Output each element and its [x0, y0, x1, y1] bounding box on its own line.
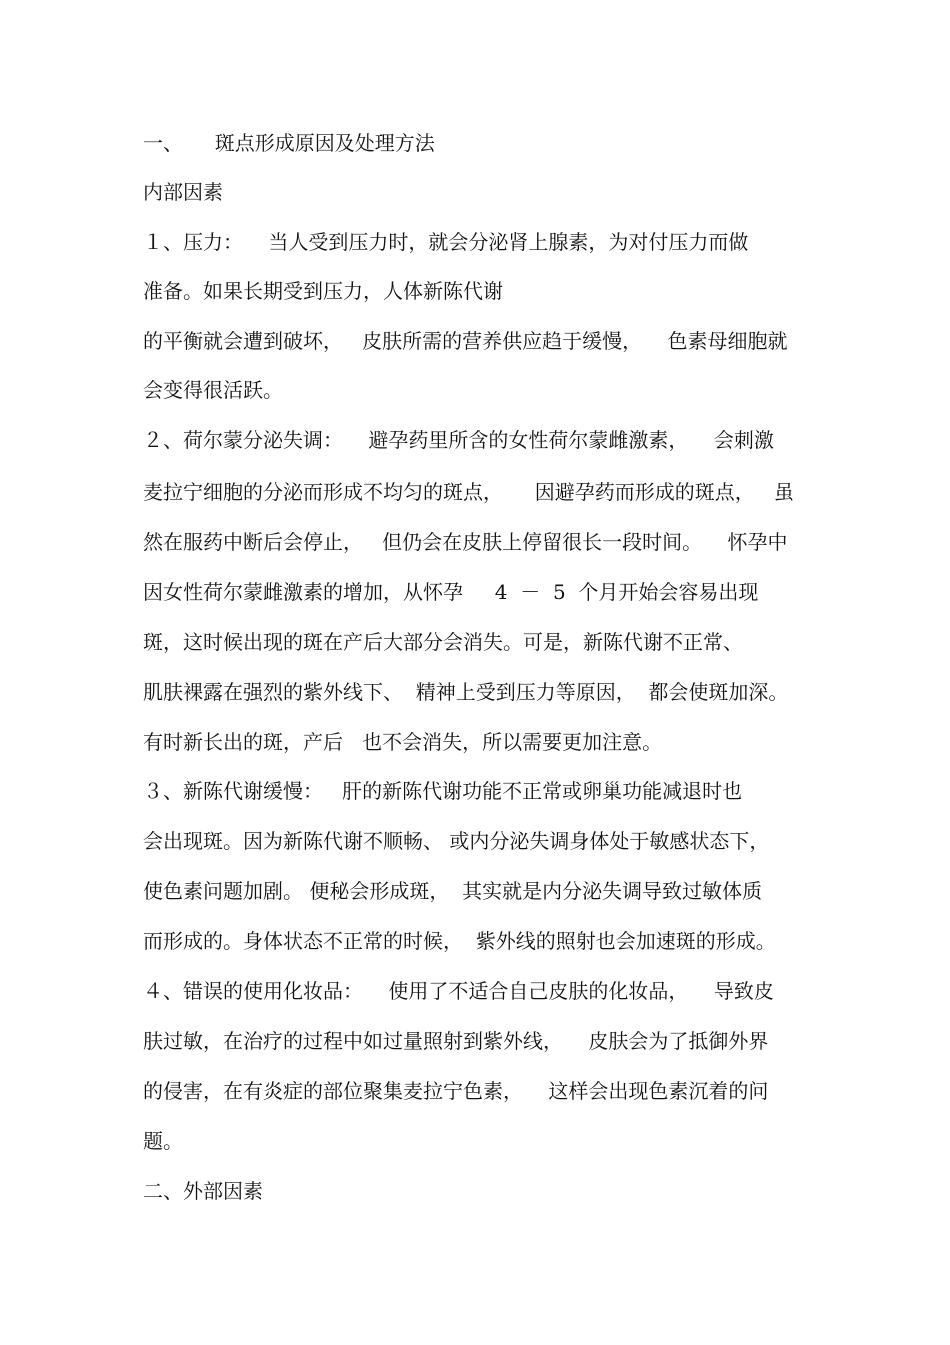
paragraph-line: ４、错误的使用化妆品： 使用了不适合自己皮肤的化妆品， 导致皮	[143, 979, 774, 1003]
paragraph-line: 肌肤裸露在强烈的紫外线下、 精神上受到压力等原因， 都会使斑加深。	[143, 680, 789, 704]
paragraph-line: 的平衡就会遭到破坏， 皮肤所需的营养供应趋于缓慢， 色素母细胞就	[143, 329, 788, 353]
paragraph-line: 使色素问题加剧。 便秘会形成斑， 其实就是内分泌失调导致过敏体质	[143, 879, 763, 903]
paragraph-line: １、压力： 当人受到压力时，就会分泌肾上腺素，为对付压力而做	[143, 230, 749, 254]
paragraph-line: 而形成的。身体状态不正常的时候， 紫外线的照射也会加速斑的形成。	[143, 929, 776, 953]
paragraph-line: 肤过敏，在治疗的过程中如过量照射到紫外线， 皮肤会为了抵御外界	[143, 1029, 769, 1053]
paragraph-line: 麦拉宁细胞的分泌而形成不均匀的斑点， 因避孕药而形成的斑点， 虽	[143, 480, 794, 504]
paragraph-line: 题。	[143, 1129, 183, 1153]
paragraph-line: 的侵害，在有炎症的部位聚集麦拉宁色素， 这样会出现色素沉着的问	[143, 1079, 769, 1103]
paragraph-line: ２、荷尔蒙分泌失调： 避孕药里所含的女性荷尔蒙雌激素， 会刺激	[143, 428, 774, 452]
section-heading-2: 二、外部因素	[143, 1179, 263, 1203]
paragraph-line: 准备。如果长期受到压力，人体新陈代谢	[143, 279, 503, 303]
section-heading-1: 一、 斑点形成原因及处理方法	[143, 131, 435, 155]
paragraph-line: 有时新长出的斑，产后 也不会消失，所以需要更加注意。	[143, 730, 663, 754]
paragraph-line: ３、新陈代谢缓慢： 肝的新陈代谢功能不正常或卵巢功能减退时也	[143, 779, 743, 803]
paragraph-line: 然在服药中断后会停止， 但仍会在皮肤上停留很长一段时间。 怀孕中	[143, 530, 788, 554]
paragraph-line: 斑，这时候出现的斑在产后大部分会消失。可是，新陈代谢不正常、	[143, 630, 743, 654]
paragraph-line: 会出现斑。因为新陈代谢不顺畅、 或内分泌失调身体处于敏感状态下，	[143, 829, 770, 853]
paragraph-line: 因女性荷尔蒙雌激素的增加，从怀孕 4 － 5 个月开始会容易出现	[143, 580, 759, 604]
paragraph-line: 会变得很活跃。	[143, 378, 283, 402]
subheading-internal-factors: 内部因素	[143, 180, 223, 204]
